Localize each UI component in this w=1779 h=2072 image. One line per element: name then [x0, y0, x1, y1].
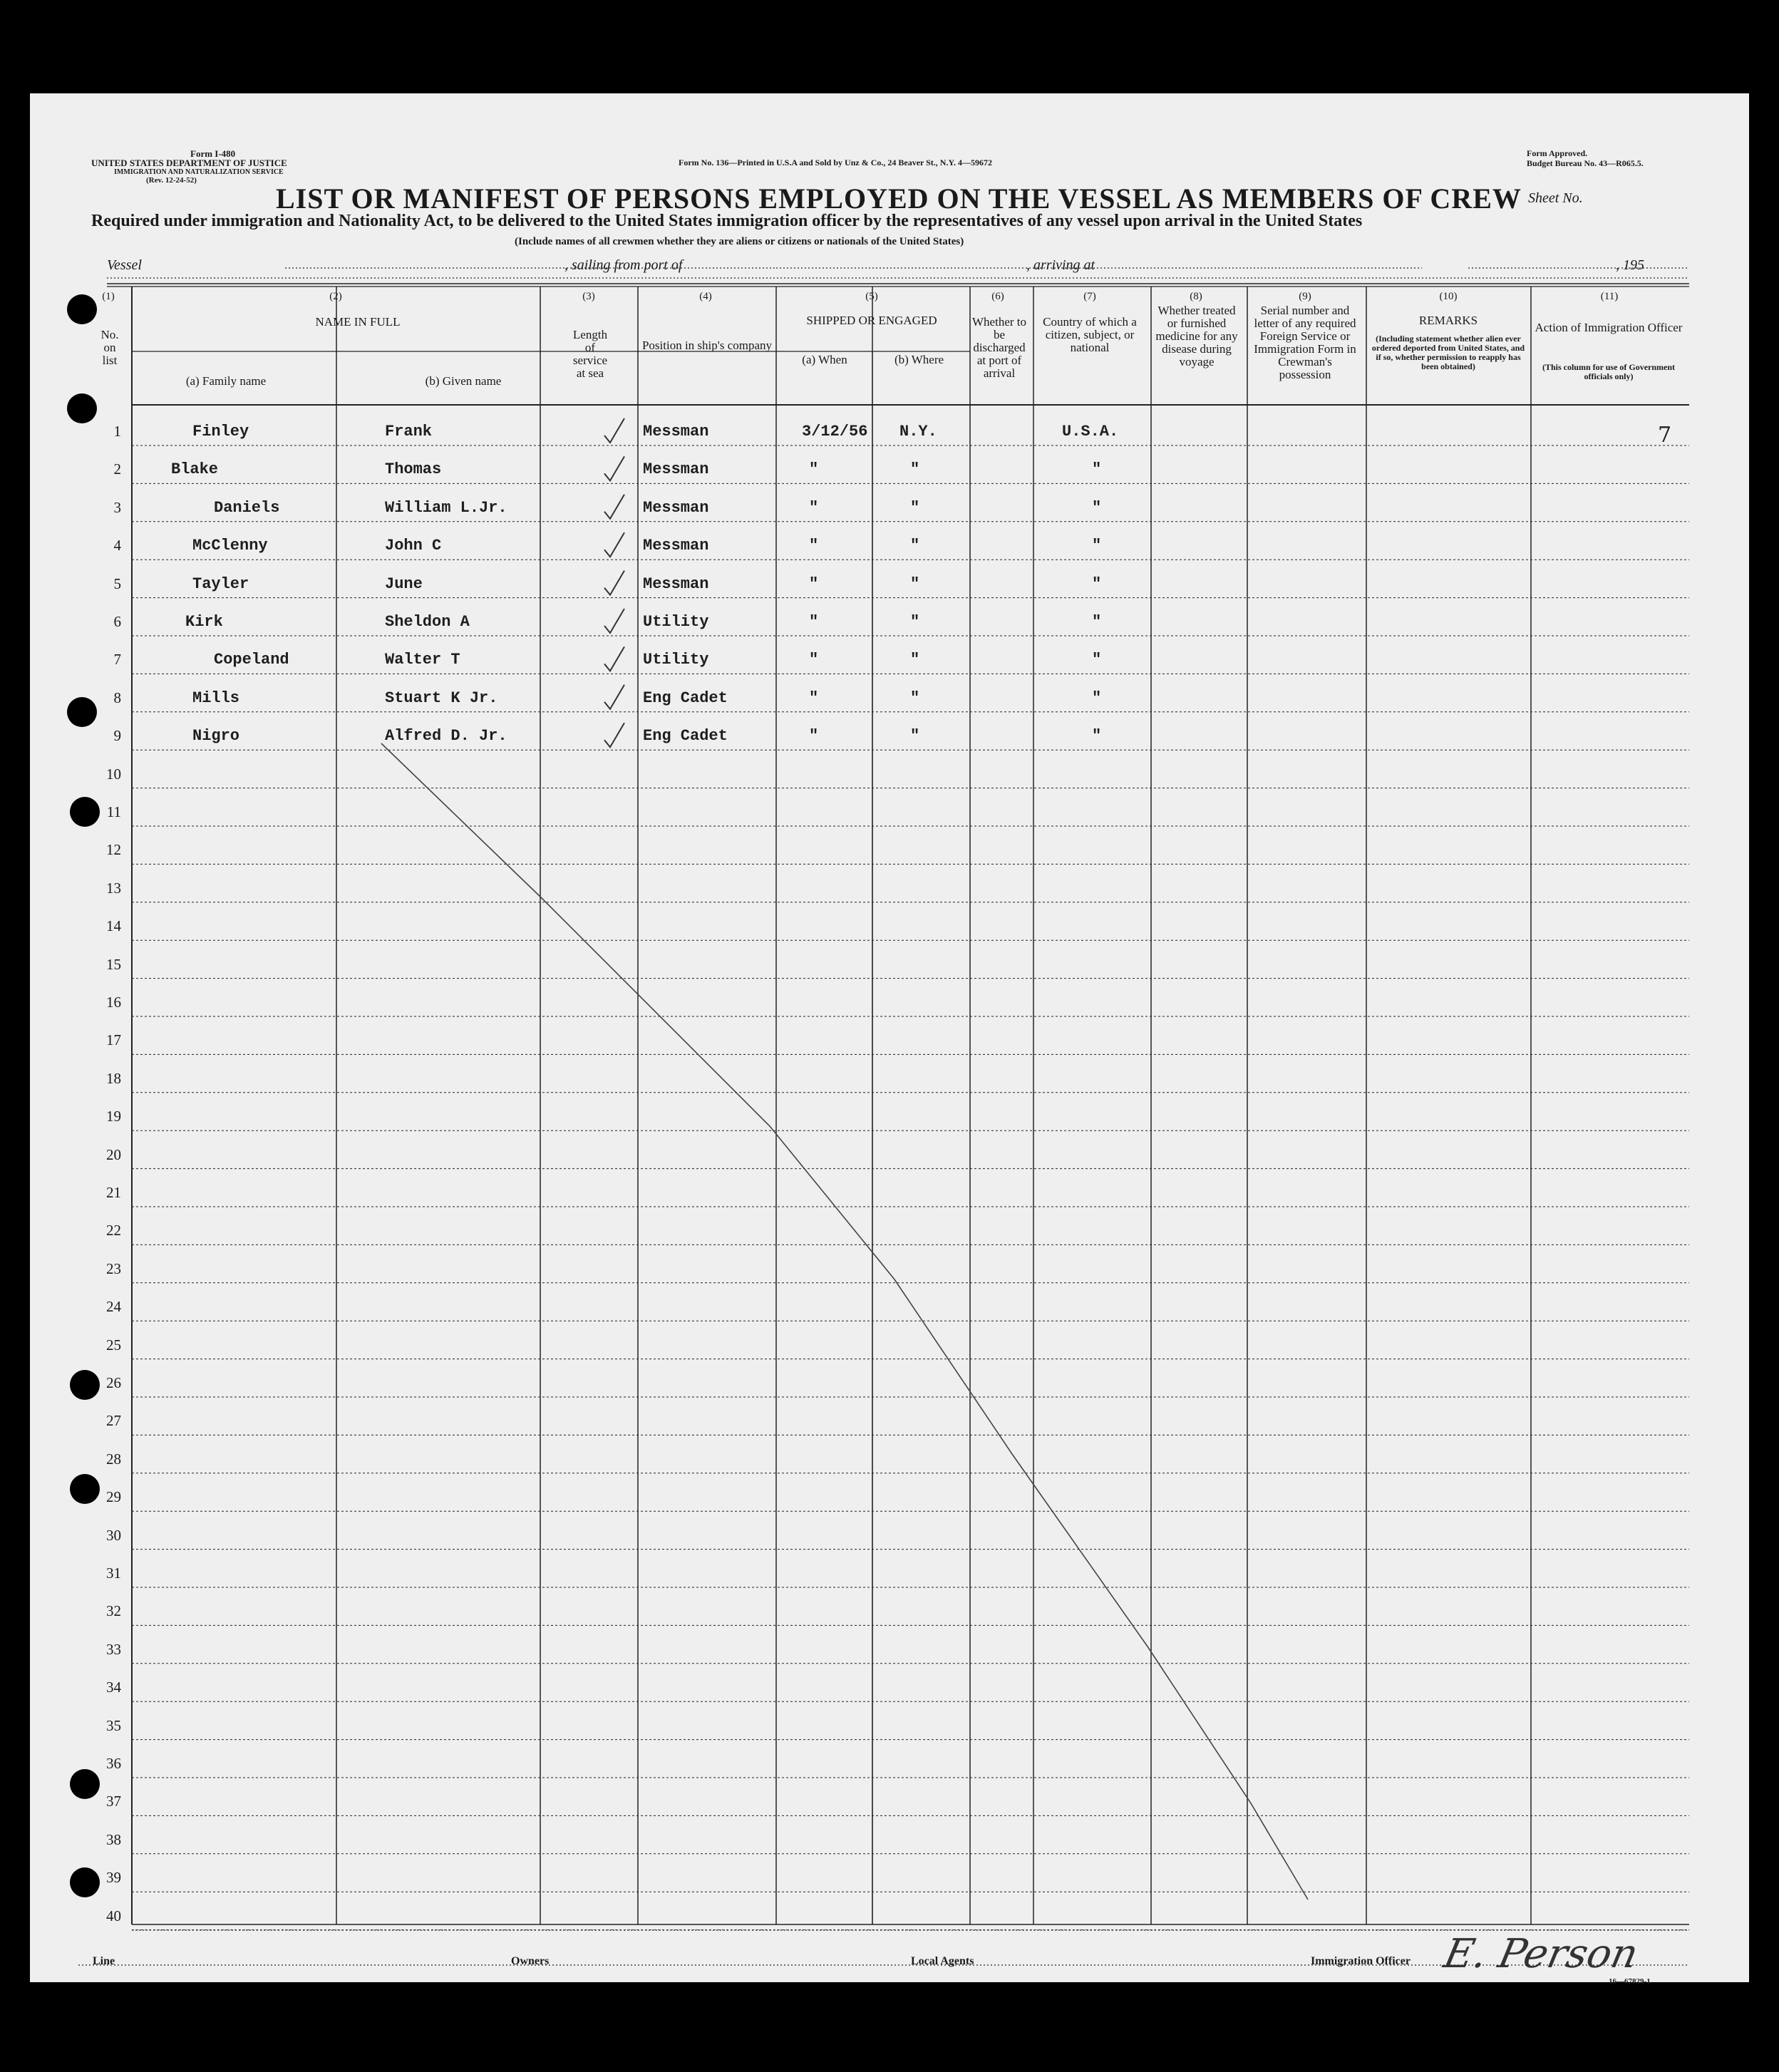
- row-number: 27: [106, 1412, 121, 1430]
- crew-country: ": [1092, 613, 1102, 631]
- row-number: 35: [106, 1716, 121, 1734]
- crew-country: ": [1092, 689, 1102, 707]
- crew-family: Finley: [192, 423, 249, 440]
- checkmark-icon: [604, 609, 624, 633]
- col-4-label: Position in ship's company: [641, 339, 773, 352]
- col-5b-label: (b) Where: [894, 353, 944, 366]
- punch-hole: [67, 697, 97, 727]
- page-title: LIST OR MANIFEST OF PERSONS EMPLOYED ON THE VESSEL AS MEMBERS OF CREW: [276, 182, 1522, 215]
- crew-country: ": [1092, 537, 1102, 555]
- col-1-number: (1): [102, 291, 115, 302]
- crew-where: ": [910, 460, 920, 479]
- checkmark-icon: [604, 532, 624, 557]
- checkmark-icon: [604, 723, 624, 747]
- crew-given: Thomas: [385, 460, 442, 479]
- sailing-label: , sailing from port of: [564, 257, 683, 273]
- footer-owners-label: Owners: [511, 1955, 550, 1967]
- row-number: 30: [106, 1526, 121, 1544]
- crew-position: Messman: [643, 498, 709, 517]
- col-2-label: NAME IN FULL: [315, 315, 401, 329]
- crew-when: ": [809, 574, 819, 593]
- crew-family: Blake: [171, 460, 219, 479]
- crew-country: ": [1092, 460, 1102, 479]
- col-5a-label: (a) When: [802, 353, 847, 366]
- row-number: 26: [106, 1374, 121, 1391]
- checkmark-icon: [604, 571, 624, 595]
- crew-where: ": [910, 613, 920, 631]
- footer-agents-label: Local Agents: [911, 1955, 974, 1967]
- row-number: 16: [106, 994, 121, 1011]
- row-number: 8: [113, 689, 121, 706]
- vessel-label: Vessel: [107, 257, 142, 273]
- row-number: 33: [106, 1640, 121, 1658]
- crew-where: ": [910, 498, 920, 517]
- row-number: 23: [106, 1259, 121, 1277]
- crew-where: ": [910, 574, 920, 593]
- footer-line-label: Line: [93, 1955, 115, 1967]
- col-8-number: (8): [1190, 291, 1202, 302]
- crew-given: Walter T: [385, 651, 460, 669]
- checkmark-icon: [604, 418, 624, 443]
- crew-when: ": [809, 727, 819, 746]
- crew-when: ": [809, 689, 819, 707]
- crew-given: Alfred D. Jr.: [385, 727, 507, 746]
- crew-country: ": [1092, 574, 1102, 593]
- row-number: 5: [113, 574, 121, 592]
- row-number: 19: [106, 1108, 121, 1125]
- crew-where: N.Y.: [899, 423, 937, 440]
- row-number: 7: [113, 651, 121, 669]
- row-number: 36: [106, 1755, 121, 1772]
- row-number: 24: [106, 1298, 121, 1316]
- crew-family: Mills: [192, 689, 240, 707]
- col-11-note: (This column for use of Government officials only): [1542, 362, 1676, 381]
- col-10-label: REMARKS: [1418, 314, 1478, 327]
- crew-position: Messman: [643, 537, 709, 555]
- row-number: 3: [113, 498, 121, 516]
- instruction-note: (Include names of all crewmen whether they are aliens or citizens or nationals of the United States): [515, 236, 964, 247]
- crew-when: ": [809, 651, 819, 669]
- col-2-number: (2): [329, 291, 342, 302]
- revision: (Rev. 12-24-52): [146, 176, 197, 185]
- crew-family: Kirk: [185, 613, 223, 631]
- crew-where: ": [910, 537, 920, 555]
- department: UNITED STATES DEPARTMENT OF JUSTICE: [91, 158, 287, 168]
- row-number: 9: [113, 727, 121, 745]
- row-number: 15: [106, 955, 121, 973]
- col-2b-label: (b) Given name: [425, 374, 502, 388]
- crew-family: McClenny: [192, 537, 268, 555]
- year-label: , 195: [1616, 257, 1644, 273]
- crew-where: ": [910, 651, 920, 669]
- col-9-number: (9): [1299, 291, 1311, 302]
- punch-hole: [70, 1474, 100, 1504]
- col-10-note: (Including statement whether alien ever ordered deported from United States, and if so, whether permission to reapply has been obtained): [1371, 334, 1525, 371]
- checkmark-icon: [604, 685, 624, 709]
- row-number: 18: [106, 1069, 121, 1087]
- crew-position: Messman: [643, 574, 709, 593]
- row-number: 10: [106, 765, 121, 783]
- col-8-label: Whether treated or furnished medicine for any disease during voyage: [1155, 304, 1238, 368]
- row-number: 2: [113, 460, 121, 478]
- crew-given: Sheldon A: [385, 613, 470, 631]
- officer-signature: E. Person: [1440, 1931, 1642, 1977]
- punch-hole: [70, 1867, 100, 1897]
- crew-when: ": [809, 498, 819, 517]
- crew-action: 7: [1658, 423, 1672, 448]
- crew-country: ": [1092, 651, 1102, 669]
- col-3-number: (3): [582, 291, 595, 302]
- col-9-label: Serial number and letter of any required Foreign Service or Immigration Form in Crewman's possession: [1254, 304, 1356, 381]
- col-5-label: SHIPPED OR ENGAGED: [806, 314, 937, 327]
- crew-position: Utility: [643, 651, 709, 669]
- arriving-label: , arriving at: [1026, 257, 1095, 273]
- row-number: 14: [106, 917, 121, 935]
- crew-family: Tayler: [192, 574, 249, 593]
- crew-position: Messman: [643, 423, 709, 440]
- crew-family: Copeland: [214, 651, 289, 669]
- crew-country: ": [1092, 498, 1102, 517]
- row-number: 21: [106, 1184, 121, 1201]
- row-number: 40: [106, 1907, 121, 1924]
- row-number: 11: [106, 803, 121, 820]
- row-number: 38: [106, 1830, 121, 1848]
- crew-given: June: [385, 574, 423, 593]
- row-number: 1: [113, 423, 121, 440]
- crew-given: John C: [385, 537, 442, 555]
- crew-given: Stuart K Jr.: [385, 689, 498, 707]
- cancellation-line: [381, 743, 1308, 1900]
- row-number: 17: [106, 1031, 121, 1049]
- punch-hole: [70, 1769, 100, 1799]
- row-number: 28: [106, 1450, 121, 1468]
- checkmark-icon: [604, 646, 624, 671]
- form-approved: Form Approved.: [1527, 148, 1588, 158]
- col-5-number: (5): [865, 291, 878, 302]
- checkmark-icon: [604, 495, 624, 519]
- row-number: 32: [106, 1602, 121, 1620]
- service: IMMIGRATION AND NATURALIZATION SERVICE: [114, 168, 284, 176]
- crew-position: Eng Cadet: [643, 689, 728, 707]
- col-7-number: (7): [1083, 291, 1096, 302]
- row-number: 13: [106, 879, 121, 897]
- row-number: 22: [106, 1222, 121, 1239]
- budget-bureau: Budget Bureau No. 43—R065.5.: [1527, 158, 1644, 168]
- row-number: 12: [106, 841, 121, 859]
- crew-where: ": [910, 689, 920, 707]
- footer-officer-label: Immigration Officer: [1311, 1955, 1411, 1967]
- form-code: 16—67829-1: [1609, 1977, 1651, 1986]
- crew-position: Utility: [643, 613, 709, 631]
- crew-when: ": [809, 613, 819, 631]
- checkmark-icon: [604, 456, 624, 480]
- row-number: 25: [106, 1336, 121, 1354]
- crew-given: William L.Jr.: [385, 498, 507, 517]
- punch-hole: [70, 797, 100, 827]
- row-number: 6: [113, 613, 121, 630]
- col-11-label: Action of Immigration Officer: [1535, 321, 1683, 334]
- subtitle: Required under immigration and Nationality Act, to be delivered to the United States immigration officer by the representatives of any vessel upon arrival in the United States: [91, 212, 1363, 230]
- crew-when: ": [809, 537, 819, 555]
- crew-given: Frank: [385, 423, 433, 440]
- row-number: 31: [106, 1565, 121, 1582]
- form-number: Form I-480: [190, 148, 236, 159]
- col-6-label: Whether to be discharged at port of arrival: [972, 315, 1026, 380]
- row-number: 20: [106, 1145, 121, 1163]
- crew-family: Daniels: [214, 498, 280, 517]
- printer-line: Form No. 136—Printed in U.S.A and Sold by Unz & Co., 24 Beaver St., N.Y. 4—59672: [679, 158, 993, 167]
- crew-country: ": [1092, 727, 1102, 746]
- crew-country: U.S.A.: [1062, 423, 1119, 440]
- row-number: 34: [106, 1679, 121, 1696]
- row-number: 37: [106, 1793, 121, 1810]
- col-4-number: (4): [699, 291, 712, 302]
- col-3-label: Length of service at sea: [572, 328, 608, 380]
- crew-position: Messman: [643, 460, 709, 479]
- crew-family: Nigro: [192, 727, 240, 746]
- crew-position: Eng Cadet: [643, 727, 728, 746]
- col-2a-label: (a) Family name: [185, 374, 267, 388]
- row-number: 4: [113, 537, 121, 555]
- row-number: 29: [106, 1488, 121, 1506]
- row-number: 39: [106, 1869, 121, 1887]
- punch-hole: [70, 1370, 100, 1400]
- col-11-number: (11): [1600, 291, 1619, 302]
- punch-hole: [67, 294, 97, 324]
- punch-hole: [67, 393, 97, 423]
- sheet-label: Sheet No.: [1528, 190, 1583, 206]
- col-6-number: (6): [991, 291, 1004, 302]
- col-1-label: No. on list: [100, 328, 119, 367]
- crew-when: ": [809, 460, 819, 479]
- crew-where: ": [910, 727, 920, 746]
- col-7-label: Country of which a citizen, subject, or national: [1043, 315, 1137, 354]
- col-10-number: (10): [1439, 291, 1458, 302]
- crew-when: 3/12/56: [802, 423, 868, 440]
